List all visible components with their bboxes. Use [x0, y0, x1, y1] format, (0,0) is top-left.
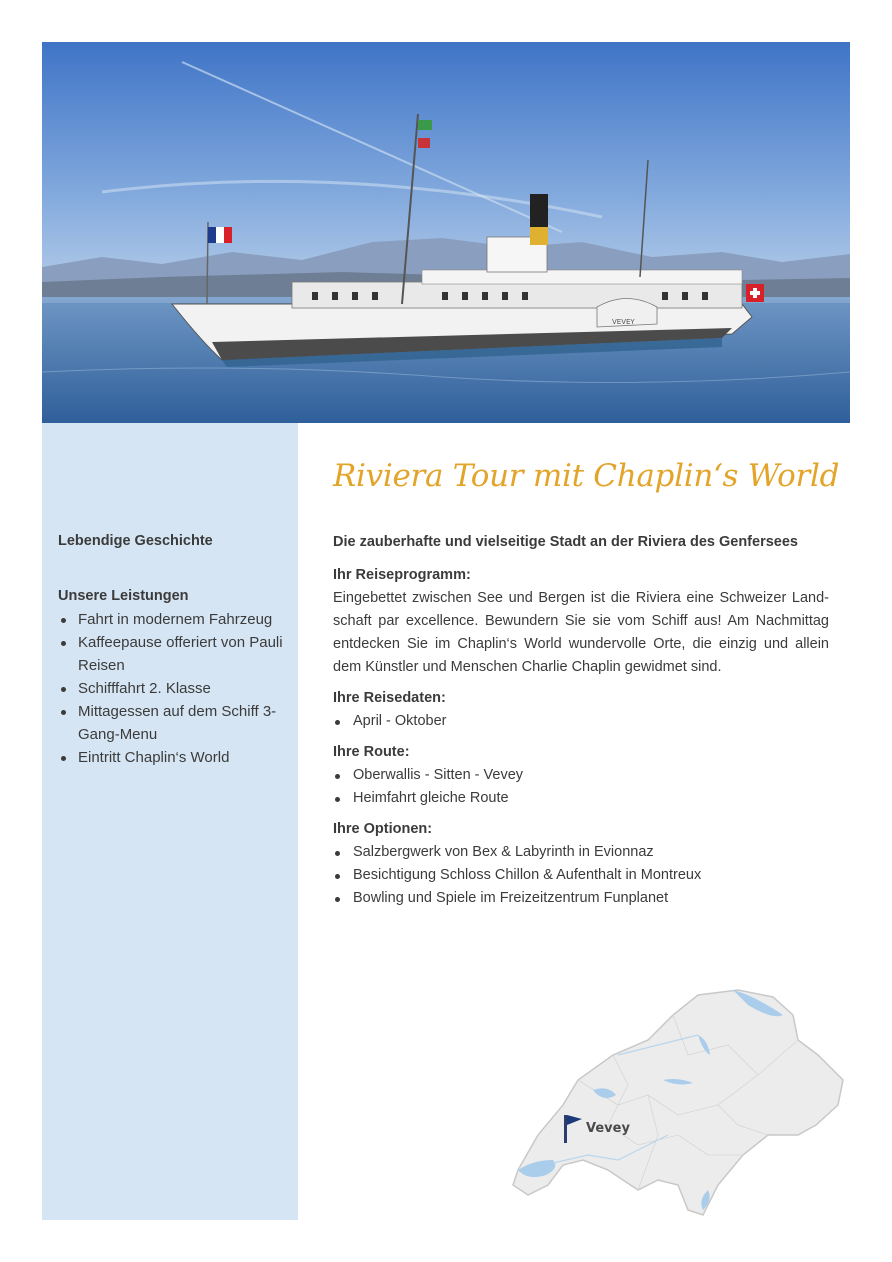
- list-item: Besichtigung Schloss Chillon & Aufenthalt in Montreux: [333, 864, 829, 887]
- list-item: Mittagessen auf dem Schiff 3-Gang-Menu: [58, 700, 288, 746]
- list-item: Kaffeepause offeriert von Pauli Reisen: [58, 631, 288, 677]
- sidebar-heading-geschichte: Lebendige Geschichte: [58, 533, 213, 549]
- list-item: April - Oktober: [333, 710, 829, 733]
- optionen-list: [333, 841, 829, 910]
- subtitle: Die zauberhafte und vielseitige Stadt an der Riviera des Genfersees: [333, 534, 798, 550]
- list-item: Salzbergwerk von Bex & Labyrinth in Evionnaz: [333, 841, 829, 864]
- list-item: Oberwallis - Sitten - Vevey: [333, 764, 829, 787]
- list-item: Heimfahrt gleiche Route: [333, 787, 829, 810]
- list-item: Fahrt in modernem Fahrzeug: [58, 608, 288, 631]
- heading-optionen: Ihre Optionen:: [333, 821, 433, 837]
- heading-route: Ihre Route:: [333, 744, 410, 760]
- sidebar: [42, 423, 298, 1220]
- heading-reisedaten: Ihre Reisedaten:: [333, 690, 446, 706]
- switzerland-map: [498, 985, 850, 1223]
- page-title: Riviera Tour mit Chaplin‘s World: [333, 458, 840, 494]
- svg-text:VEVEY: VEVEY: [612, 318, 635, 326]
- reisedaten-list: [333, 710, 829, 733]
- route-list: [333, 764, 829, 810]
- map-label-vevey: Vevey: [586, 1121, 630, 1136]
- list-item: Bowling und Spiele im Freizeitzentrum Funplanet: [333, 887, 829, 910]
- list-item: Eintritt Chaplin‘s World: [58, 746, 288, 769]
- leistungen-list: [58, 608, 288, 769]
- main-content: [333, 531, 829, 918]
- heading-reiseprogramm: Ihr Reiseprogramm:: [333, 567, 471, 583]
- reiseprogramm-text: Eingebettet zwischen See und Bergen ist die Riviera eine Schweizer Land-schaft par excellence. Bewundern Sie sie vom Schiff aus! Am Nachmittag entdecken Sie im Chaplin‘s World wundervolle Orte, die einzig und allein dem Künstler und Menschen Charlie Chaplin gewidmet sind.: [333, 590, 829, 675]
- hero-image: [42, 42, 850, 423]
- sidebar-heading-leistungen: Unsere Leistungen: [58, 588, 189, 604]
- list-item: Schifffahrt 2. Klasse: [58, 677, 288, 700]
